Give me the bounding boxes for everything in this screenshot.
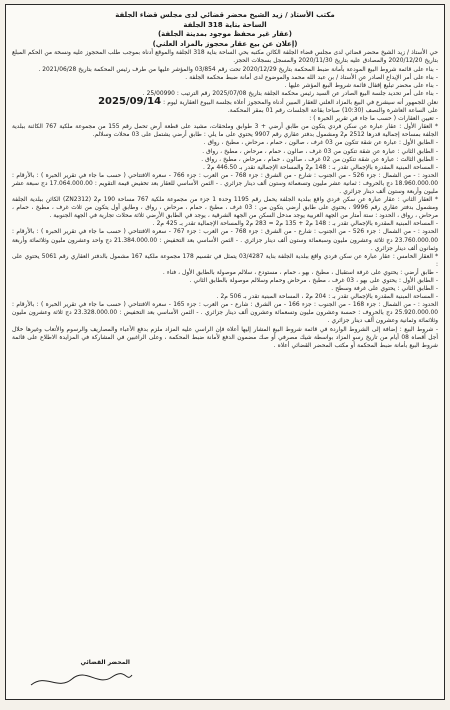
property-2-description: * العقار الثاني : عقار عبارة عن سكن فردي واقع ببلدية الجلفة يحمل رقم 1195 وحدة 1 جزء من مجموعة ملكية 767 مساحة 190 م2 (ZN2312) الكائن ببلدية الجلفة ومشمول بدفتر عقاري رقم 9996 ، يحتوي على طابق أرضي يتكون من : 03 غرف ، مطبخ ، حمام ، مرحاض ، رواق ، وطابق أول يتكون من ثلاث غرف ، مطبخ ، حمام ، مرحاض ، رواق ، الحدود : ستة أمتار من الجهة الغربية يوجد مدخل السكن من الجهة الشرقية ، يوجد في الطابق الأرضي ثلاثة محلات تجارية في الجهة الجنوبية . [12, 197, 438, 220]
notice-paragraph: - بناء على قائمة شروط البيع المودعة بأمانة ضبط المحكمة بتاريخ 2020/12/29 تحت رقم 03/854 والمؤشر عليها من طرف رئيس المحكمة بتاريخ 2021/06/28 . [38, 66, 438, 73]
signature-title: المحضر القضائي [80, 659, 130, 666]
property-1-area: - المساحة المبنية المقدرة بالإجمالي تقدر بـ : 148 م2 والمساحة الإجمالية تقدر بـ 446.50 م2 . [203, 164, 438, 171]
property-5-boundaries-price: الحدود : - من الشمال : جزء 168 - من الجنوب : جزء 166 - من الشرق : شارع - من الغرب : جزء 165 - سعره الافتتاحي ( حسب ما جاء في تقرير الخبرة ) : بالأرقام : 25.920.000.00 دج بالحروف : خمسة وعشرون مليون وتسعمائة وعشرون ألف دينار جزائري . - الثمن الأساسي بعد التخفيض : 23.328.000.00 دج ثلاثة وعشرون مليون وثلاثمائة وثمانية وعشرون ألف دينار جزائري . [12, 302, 439, 325]
property-2-boundaries-price: الحدود : - من الشمال : جزء 526 - من الجنوب : شارع - من الشرق : جزء 768 - من الغرب : جزء 767 - سعره الافتتاحي ( حسب ما جاء في تقرير الخبرة ) : بالأرقام : 23.760.000.00 دج ثلاثة وعشرون مليون وسبعمائة وستون ألف دينار جزائري . - الثمن الأساسي بعد التخفيض : 21.384.000.00 دج واحد وعشرون مليون وثلاثمائة وأربعة وثمانون ألف دينار جزائري . [12, 229, 439, 252]
property-1-floor-3: - الطابق الثالث : عبارة عن شقة تتكون من 02 غرف ، صالون ، حمام ، مرحاض ، مطبخ ، رواق . [201, 156, 438, 163]
notice-paragraph: - بناء على محضر تبليغ إقفال قائمة شروط البيع المؤشر عليها . [284, 82, 438, 89]
notice-paragraph: حي الأستاذ / زيد الشيخ محضر قضائي لدى مجلس قضاء الجلفة الكائن مكتبه بحي الساحة بناية 318 الجلفة والموقع أدناه بموجب طلب المحجوز عليه ونسخة من الحكم المبلغ بتاريخ 2020/12/20 والمصادق عليه بتاريخ 2020/11/30 والمسجل بسجلات الحجز. [12, 50, 438, 65]
notice-heading-line-4: (إعلان عن بيع عقار محجوز بالمزاد العلني) [152, 39, 298, 48]
announcement-text: نعلن للجمهور أنه سيشرع في البيع بالمزاد العلني للعقار المبين أدناه والمحجوز أعلاه بجلسة البيوع العقارية ليوم : [163, 99, 438, 106]
property-5-description: * العقار الخامس : عقار عبارة عن سكن فردي واقع ببلدية الجلفة بناية 03/4287 يتمثل في تقسيم 178 مجموعة ملكية 167 مشمول بالدفتر العقاري رقم 5061 يحتوي على : [12, 253, 439, 268]
notice-heading-line-1: مكتب الأستاذ / زيد الشيخ محضر قضائي لدى مجلس قضاء الجلفة [115, 11, 335, 19]
notice-paragraph: - تعيين العقارات ( حسب ما جاء في تقرير الخبرة ) : [309, 116, 438, 123]
property-5-area: - المساحة المبنية المقدرة بالإجمالي تقدر بـ : 204 م2 ، المساحة المبنية تقدر بـ 506 م2 . [216, 294, 438, 301]
property-1-floor-1: - الطابق الأول : عبارة عن شقة تتكون من 03 غرف ، صالون ، حمام ، مرحاض ، مطبخ ، رواق . [203, 140, 438, 147]
handwritten-signature-icon [26, 669, 136, 693]
notice-paragraph: - بناء على أمر الإيداع الصادر عن الأستاذ / بن عبد الله محمد والموضوع لدى أمانة ضبط محكمة الجلفة . [185, 74, 438, 81]
notice-paragraph: - بناء على أمر تحديد جلسة البيع الصادر عن السيد رئيس محكمة الجلفة بتاريخ 2025/07/08 رقم الترتيب : 25/00990 . [142, 90, 438, 97]
property-5-floor-1: - الطابق الأول : يحتوي على بهو ، 03 غرف ، مطبخ ، مرحاض وحمام وسلالم موصولة بالطابق الثاني . [189, 278, 438, 284]
bailiff-signature [16, 659, 136, 695]
property-1-floor-2: - الطابق الثاني : عبارة عن شقة تتكون من 03 غرف ، صالون ، حمام ، مرحاض ، مطبخ ، رواق . [202, 148, 438, 155]
notice-paragraph: على الساعة العاشرة والنصف (10:30) صباحا بقاعة الجلسات رقم 01 بمقر المحكمة. [227, 108, 438, 115]
property-2-area: - المساحة المبنية المقدرة بالإجمالي تقدر بـ : 148 م2 + 135 م2 = 283 م2 والمساحة الإجمالية تقدر بـ 425 م2 . [152, 221, 438, 228]
notice-paragraph [12, 95, 438, 107]
property-5-ground-floor: - طابق أرضي : يحتوي على غرفة استقبال ، مطبخ ، بهو ، حمام ، مستودع ، سلالم موصولة بالطابق الأول ، فناء . [162, 269, 438, 276]
property-5-floor-2: - الطابق الثاني : يحتوي على غرفة وسطح . [331, 286, 438, 293]
legal-notice [5, 4, 445, 700]
notice-heading-line-3: (عقار غير محفظ موجود بمدينة الجلفة) [157, 30, 293, 39]
notice-heading-line-2: الساحة بناية 318 الجلفة [183, 20, 267, 29]
property-1-boundaries-price: الحدود : - من الشمال : جزء 526 - من الجنوب : شارع - من الشرق : جزء 768 - من الغرب : جزء 766 - سعره الافتتاحي ( حسب ما جاء في تقرير الخبرة ) : بالأرقام : 18.960.000.00 دج بالحروف : ثمانية عشر مليون وتسعمائة وستون ألف دينار جزائري . - الثمن الأساسي للعقار بعد تخفيض قيمة التقويم : 17.064.000.00 دج سبعة عشر مليون وأربعة وستون ألف دينار جزائري . [12, 172, 439, 195]
sale-conditions: - شروط البيع : إضافة إلى الشروط الواردة في قائمة شروط البيع المشار إليها أعلاه فإن الراسي عليه المزاد ملزم بدفع الأعباء والمصاريف والرسوم والأتعاب وغيرها خلال أجل أقصاه 08 أيام من تاريخ رسو المزاد بواسطة شيك مصرفي أو صك مضمون الدفع لأمانة ضبط المحكمة ، وعلى الراغبين في المشاركة في المزايدة الاطلاع على قائمة شروط البيع بأمانة ضبط المحكمة أو مكتب المحضر القضائي أعلاه . [12, 326, 439, 349]
sale-date: 2025/09/14 [98, 95, 162, 107]
property-1-description: * العقار الأول : عقار عبارة عن سكن فردي يتكون من طابق أرضي + 3 طوابق وملحقات، مشيد على قطعة أرض تحمل رقم 155 من مجموعة ملكية 767 الكائنة ببلدية الجلفة بمساحة إجمالية قدرها 2512 م2 ومشمول بدفتر عقاري رقم 9907 يحتوي على ما يلي : طابق أرضي يشتمل على 03 محلات وسلالم. [12, 124, 438, 139]
